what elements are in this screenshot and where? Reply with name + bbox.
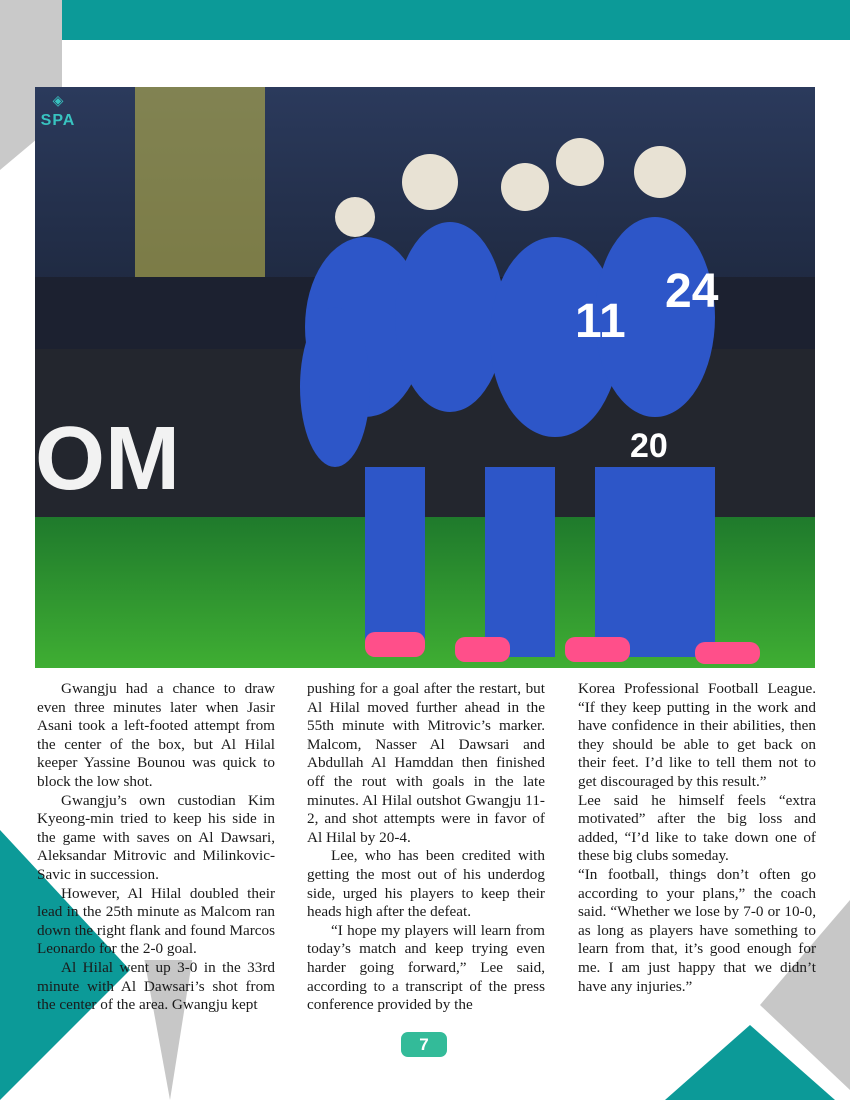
jersey-number-24: 24: [665, 265, 719, 318]
stadium-banner-text: OM: [35, 409, 180, 509]
photo-football-celebration: [35, 87, 815, 668]
match-photo: [35, 87, 815, 668]
paragraph: Gwangju’s own custodian Kim Kyeong-min tried to keep his side in the game with saves on Al Dawsari, Aleksandar Mitrovic and Milinkovic-Savic in succession.: [37, 791, 275, 883]
jersey-number-11: 11: [575, 295, 626, 348]
article-column-1: [37, 680, 275, 1015]
article-column-3: [578, 680, 816, 996]
paragraph: “In football, things don’t often go according to your plans,” the coach said. “Whether we lose by 7-0 or 10-0, as long as players have something to learn from that, it’s good enough for me. I am just happy that we didn’t have any injuries.”: [578, 865, 816, 995]
paragraph: pushing for a goal after the restart, but Al Hilal moved further ahead in the 55th minute with Mitrovic’s marker. Malcom, Nasser Al Dawsari and Abdullah Al Hamddan then finished off the rout with goals in the late minutes. Al Hilal outshot Gwangju 11-2, and shot attempts were in favor of Al Hilal by 20-4.: [307, 680, 545, 846]
top-teal-band: [0, 0, 850, 40]
spa-logo: ◈ SPA: [40, 92, 76, 129]
paragraph: Al Hilal went up 3-0 in the 33rd minute with Al Dawsari’s shot from the center of the area. Gwangju kept: [37, 958, 275, 1014]
paragraph: Lee, who has been credited with getting the most out of his underdog side, urged his players to keep their heads high after the defeat.: [307, 847, 545, 921]
paragraph: However, Al Hilal doubled their lead in the 25th minute as Malcom ran down the right flank and found Marcos Leonardo for the 2-0 goal.: [37, 884, 275, 958]
page-number: 7: [401, 1032, 447, 1057]
paragraph: “I hope my players will learn from today’s match and keep trying even harder going forward,” Lee said, according to a transcript of the press conference provided by the: [307, 921, 545, 1014]
article-column-2: [307, 680, 545, 1015]
paragraph: Lee said he himself feels “extra motivated” after the big loss and added, “I’d like to take down one of these big clubs someday.: [578, 791, 816, 865]
paragraph: Gwangju had a chance to draw even three minutes later when Jasir Asani took a left-footed attempt from the center of the box, but Al Hilal keeper Yassine Bounou was quick to block the low shot.: [37, 680, 275, 790]
bottom-right-teal-triangle: [650, 1010, 850, 1100]
jersey-number-20: 20: [630, 427, 668, 465]
paragraph: Korea Professional Football League. “If they keep putting in the work and have confidence in their abilities, then they should be able to get back on their feet. I’d like to tell them not to get discouraged by this result.”: [578, 680, 816, 790]
